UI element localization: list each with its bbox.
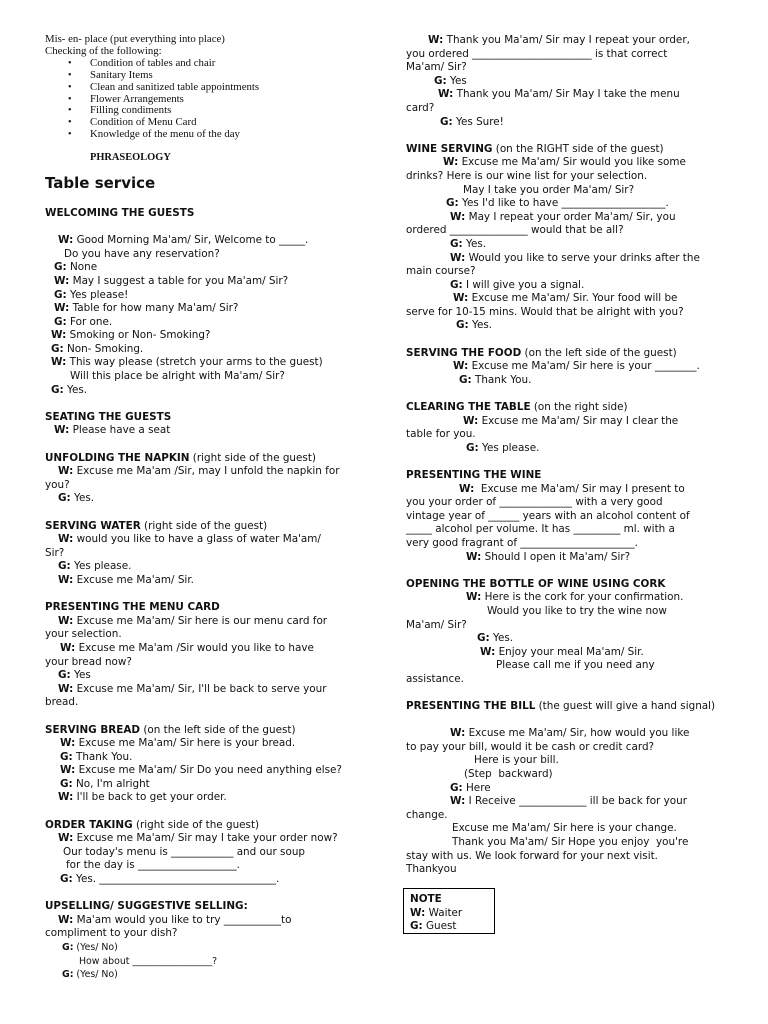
dialogue-line: Sir? [45,546,65,559]
dialogue-line: W: Thank you Ma'am/ Sir May I take the menu [438,88,680,101]
dialogue-line: your bread now? [45,655,132,668]
note-waiter: W: Waiter [410,906,463,919]
checklist-item: • Clean and sanitized table appointments [90,82,365,94]
dialogue-line: W: Excuse me Ma'am/ Sir, how would you like [450,727,690,740]
checklist-item: • Sanitary Items [90,70,365,82]
section-heading: PRESENTING THE BILL (the guest will give a hand signal) [406,700,716,713]
dialogue-line: W: Here is the cork for your confirmation. [466,591,684,604]
dialogue-line: W: Excuse me Ma'am/ Sir here is our menu card for [58,614,328,627]
dialogue-line: for the day is ___________________. [66,859,240,872]
dialogue-line: G: Thank You. [459,373,532,386]
dialogue-line: W: I Receive _____________ ill be back for your [450,795,687,808]
dialogue-line: Ma'am/ Sir? [406,61,467,74]
dialogue-line: G: Yes. [477,632,514,645]
dialogue-line: stay with us. We look forward for your next visit. [406,849,658,862]
dialogue-line: W: would you like to have a glass of water Ma'am/ [58,533,321,546]
dialogue-line: W: May I repeat your order Ma'am/ Sir, you [450,210,676,223]
right-column [406,34,724,877]
dialogue-line: Would you like to try the wine now [487,604,667,617]
section-heading: PRESENTING THE MENU CARD [45,601,220,614]
dialogue-line: Here is your bill. [474,754,559,767]
dialogue-line: Will this place be alright with Ma'am/ Sir? [70,370,285,383]
dialogue-line: G: Yes [58,669,91,682]
note-guest: G: Guest [410,920,457,932]
dialogue-line: W: Good Morning Ma'am/ Sir, Welcome to _____. [58,234,309,247]
checklist-item: • Condition of Menu Card [90,117,365,129]
dialogue-line: W: This way please (stretch your arms to the guest) [51,356,323,369]
dialogue-line: serve for 10-15 mins. Would that be alright with you? [406,305,684,318]
section-heading: PRESENTING THE WINE [406,469,542,481]
dialogue-line: G: Yes [434,74,467,87]
dialogue-line: G: Non- Smoking. [51,342,144,355]
dialogue-line: change. [406,808,448,821]
dialogue-line: W: Enjoy your meal Ma'am/ Sir. [480,645,644,658]
checklist [45,58,365,141]
dialogue-line: W: May I suggest a table for you Ma'am/ Sir? [54,274,289,287]
legend-note-box [403,888,495,934]
section-heading: WELCOMING THE GUESTS [45,206,195,219]
dialogue-line: main course? [406,265,476,278]
dialogue-line: you? [45,478,70,491]
dialogue-line: W: Excuse me Ma'am/ Sir here is your ________. [453,360,700,373]
dialogue-line: W: Excuse me Ma'am/ Sir, I'll be back to serve your [58,682,327,695]
dialogue-line: W: Would you like to serve your drinks after the [450,251,700,264]
dialogue-line: W: Excuse me Ma'am/ Sir would you like some [443,156,686,169]
dialogue-line: you your order of ______________ with a very good [406,496,663,509]
intro-subtitle: Checking of the following: [45,44,162,57]
checklist-item: • Condition of tables and chair [90,58,365,70]
dialogue-line: W: Should I open it Ma'am/ Sir? [466,550,631,563]
dialogue-line: W: Excuse me Ma'am /Sir would you like to have [60,641,314,654]
section-heading: SERVING WATER (right side of the guest) [45,519,268,532]
dialogue-line: G: None [54,261,98,274]
dialogue-line: G: Yes. [58,492,95,505]
dialogue-line: bread. [45,696,79,709]
dialogue-line: you ordered _______________________ is that correct [406,47,668,60]
checklist-item: • Filling condiments [90,105,365,117]
section-heading: UNFOLDING THE NAPKIN (right side of the guest) [45,451,316,464]
section-heading: SEATING THE GUESTS [45,410,172,423]
checklist-item: • Knowledge of the menu of the day [90,129,365,141]
dialogue-line: G: (Yes/ No) [62,969,118,981]
dialogue-line: W: Please have a seat [54,424,171,437]
dialogue-line: (Step backward) [464,768,553,781]
dialogue-line: drinks? Here is our wine list for your selection. [406,169,648,182]
dialogue-line: May I take you order Ma'am/ Sir? [463,183,635,196]
dialogue-line: vintage year of ______ years with an alcohol content of [406,509,690,522]
left-column [45,34,365,982]
dialogue-line: W: Excuse me Ma'am /Sir, may I unfold the napkin for [58,465,340,478]
dialogue-line: W: Excuse me Ma'am/ Sir. [58,573,194,586]
dialogue-line: W: Table for how many Ma'am/ Sir? [54,302,239,315]
dialogue-line: table for you. [406,428,476,441]
page-title: Table service [45,173,156,192]
dialogue-line: W: Smoking or Non- Smoking? [51,329,211,342]
section-heading: ORDER TAKING (right side of the guest) [45,818,260,831]
dialogue-line: to pay your bill, would it be cash or credit card? [406,740,655,753]
dialogue-line: Our today's menu is ____________ and our soup [63,845,306,858]
dialogue-line: G: Thank You. [60,750,133,763]
dialogue-line: Do you have any reservation? [64,247,220,260]
checklist-item: • Flower Arrangements [90,94,365,106]
dialogue-line: _____ alcohol per volume. It has _________ ml. with a [406,523,675,536]
dialogue-line: W: Excuse me Ma'am/ Sir may I clear the [463,414,679,427]
dialogue-line: very good fragrant of ______________________. [406,536,638,549]
dialogue-line: G: Yes please! [54,288,129,301]
dialogue-line: G: Yes please. [58,560,132,573]
dialogue-line: your selection. [45,628,122,641]
section-heading: CLEARING THE TABLE (on the right side) [406,401,628,414]
note-title: NOTE [410,893,442,905]
dialogue-line: ordered _______________ would that be all? [406,224,624,237]
section-heading: UPSELLING/ SUGGESTIVE SELLING: [45,900,248,913]
dialogue-line: W: Ma'am would you like to try ___________to [58,913,292,926]
section-heading: WINE SERVING (on the RIGHT side of the guest) [406,142,664,155]
dialogue-line: G: Yes. __________________________________. [60,873,280,886]
intro-title: Mis- en- place (put everything into place) [45,33,225,45]
dialogue-line: Thankyou [406,863,457,876]
dialogue-line: W: Excuse me Ma'am/ Sir here is your bread. [60,737,296,750]
dialogue-line: Excuse me Ma'am/ Sir here is your change. [452,822,677,835]
section-heading: SERVING THE FOOD (on the left side of the guest) [406,346,677,359]
dialogue-line: G: Yes. [450,237,487,250]
phraseology-label: PHRASEOLOGY [90,151,171,163]
dialogue-line: W: I'll be back to get your order. [58,791,227,804]
dialogue-line: Please call me if you need any [496,659,655,672]
dialogue-line: G: Yes. [51,383,88,396]
dialogue-line: G: Here [450,781,491,794]
section-heading: OPENING THE BOTTLE OF WINE USING CORK [406,577,666,590]
dialogue-line: G: Yes I'd like to have ____________________. [446,197,669,210]
dialogue-line: G: (Yes/ No) [62,942,118,953]
dialogue-line: W: Excuse me Ma'am/ Sir. Your food will be [453,292,678,305]
dialogue-line: W: Excuse me Ma'am/ Sir may I take your order now? [58,832,338,845]
dialogue-line: W: Excuse me Ma'am/ Sir Do you need anything else? [60,764,342,777]
dialogue-line: compliment to your dish? [45,927,178,940]
dialogue-line: Thank you Ma'am/ Sir Hope you enjoy you're [452,836,689,849]
dialogue-line: G: Yes. [456,319,493,332]
dialogue-line: G: Yes please. [466,441,540,454]
dialogue-line: G: Yes Sure! [440,115,504,128]
dialogue-line: Ma'am/ Sir? [406,618,467,631]
dialogue-line: G: For one. [54,315,113,328]
dialogue-line: G: No, I'm alright [60,777,150,790]
dialogue-line: G: I will give you a signal. [450,278,585,291]
dialogue-line: How about _________________? [79,955,218,967]
dialogue-line: assistance. [406,672,464,685]
dialogue-line: W: Thank you Ma'am/ Sir may I repeat your order, [428,34,690,46]
dialogue-line: W: Excuse me Ma'am/ Sir may I present to [459,482,685,495]
section-heading: SERVING BREAD (on the left side of the guest) [45,723,296,736]
dialogue-line: card? [406,101,435,114]
